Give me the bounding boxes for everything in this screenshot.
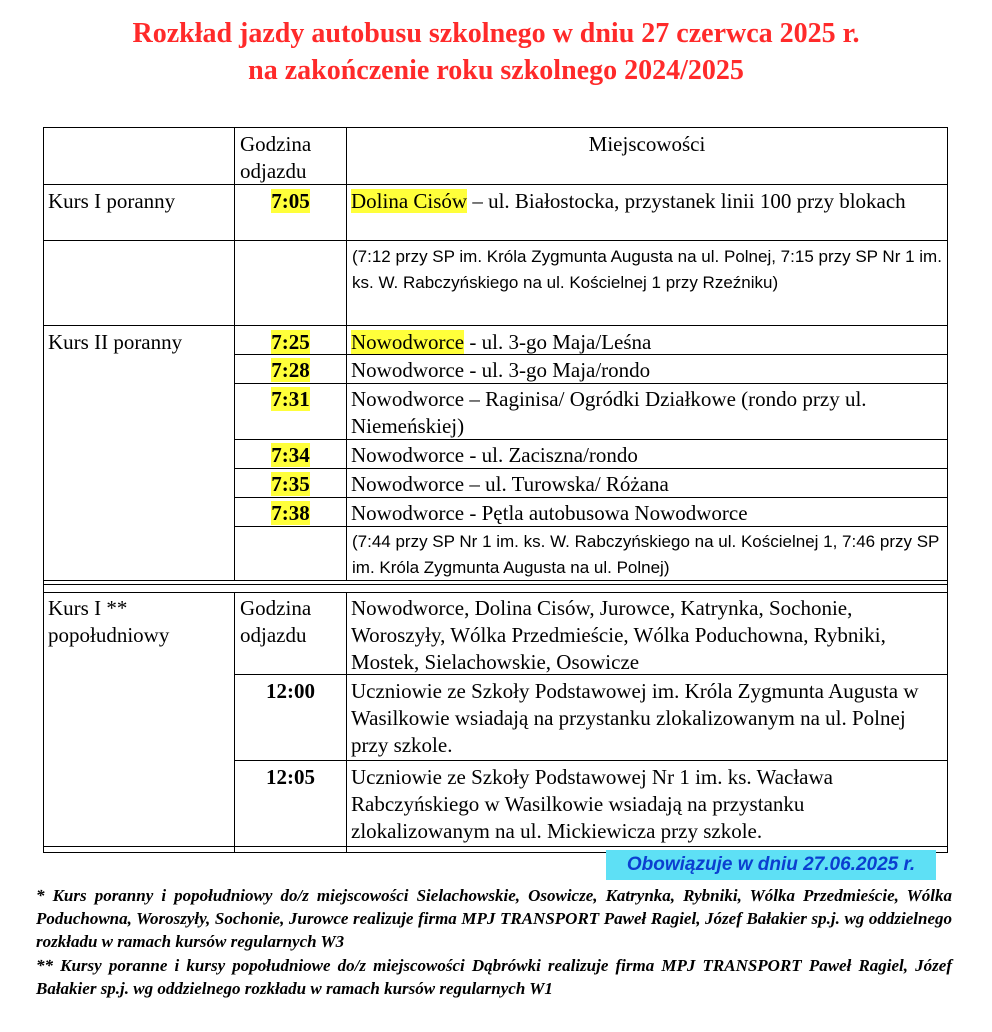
boarding-info: Uczniowie ze Szkoły Podstawowej im. Króla Zygmunta Augusta w Wasilkowie wsiadają na przystanku zlokalizowanym na ul. Polnej przy szkole. xyxy=(351,679,919,757)
stop-description xyxy=(351,188,941,215)
course-label-morning-1: Kurs I poranny xyxy=(48,189,176,213)
arrival-note: (7:44 przy SP Nr 1 im. ks. W. Rabczyńskiego na ul. Kościelnej 1, 7:46 przy SP im. Króla Zygmunta Augusta na ul. Polnej) xyxy=(352,532,940,577)
stop-description: Nowodworce - ul. 3-go Maja/rondo xyxy=(351,358,651,382)
departure-time: 12:05 xyxy=(266,765,315,789)
afternoon-time-header-line2: odjazdu xyxy=(240,623,307,647)
departure-time: 7:25 xyxy=(271,330,310,354)
header-time-line2: odjazdu xyxy=(240,159,307,183)
departure-time: 7:35 xyxy=(271,472,310,496)
validity-badge: Obowiązuje w dniu 27.06.2025 r. xyxy=(606,850,936,880)
afternoon-time-header xyxy=(240,595,345,649)
arrival-note: (7:12 przy SP im. Króla Zygmunta Augusta na ul. Polnej, 7:15 przy SP Nr 1 im. ks. W. Rabczyńskiego na ul. Kościelnej 1 przy Rzeźniku) xyxy=(352,247,942,292)
footnote-2: ** Kursy poranne i kursy popołudniowe do/z miejscowości Dąbrówki realizuje firma MPJ TRANSPORT Paweł Ragiel, Józef Bałakier sp.j. wg oddzielnego rozkładu w ramach kursów regularnych W1 xyxy=(36,956,952,998)
header-places: Miejscowości xyxy=(588,132,706,156)
departure-time: 7:34 xyxy=(271,443,310,467)
stop-text: – ul. Białostocka, przystanek linii 100 przy blokach xyxy=(467,189,906,213)
departure-time: 7:31 xyxy=(271,387,310,411)
stop-description: Nowodworce – ul. Turowska/ Różana xyxy=(351,472,669,496)
stop-highlight: Dolina Cisów xyxy=(351,189,468,213)
departure-time: 12:00 xyxy=(266,679,315,703)
course-label-afternoon-line2: popołudniowy xyxy=(48,623,170,647)
afternoon-time-header-line1: Godzina xyxy=(240,596,312,620)
stop-description xyxy=(351,329,941,356)
course-label-afternoon xyxy=(48,595,233,649)
departure-time: 7:05 xyxy=(271,189,310,213)
boarding-info: Uczniowie ze Szkoły Podstawowej Nr 1 im. ks. Wacława Rabczyńskiego w Wasilkowie wsiadają na przystanku zlokalizowanym na ul. Mickiewicza przy szkole. xyxy=(351,765,833,843)
stop-highlight: Nowodworce xyxy=(351,330,465,354)
stop-description: Nowodworce - ul. Zaciszna/rondo xyxy=(351,443,638,467)
header-time xyxy=(240,131,345,185)
departure-time: 7:28 xyxy=(271,358,310,382)
stop-description: Nowodworce - Pętla autobusowa Nowodworce xyxy=(351,501,748,525)
departure-time: 7:38 xyxy=(271,501,310,525)
header-time-line1: Godzina xyxy=(240,132,312,156)
stop-text: - ul. 3-go Maja/Leśna xyxy=(464,330,652,354)
page-title-line2: na zakończenie roku szkolnego 2024/2025 xyxy=(248,55,744,86)
footnote-1: * Kurs poranny i popołudniowy do/z miejscowości Sielachowskie, Osowicze, Katrynka, Rybniki, Wólka Przedmieście, Wólka Poduchowna, Woroszyły, Sochonie, Jurowce realizuje firma MPJ TRANSPORT Paweł Ragiel, Józef Bałakier sp.j. wg oddzielnego rozkładu w ramach kursów regularnych W3 xyxy=(36,886,952,951)
page-title-line1: Rozkład jazdy autobusu szkolnego w dniu 27 czerwca 2025 r. xyxy=(132,18,860,49)
afternoon-places: Nowodworce, Dolina Cisów, Jurowce, Katrynka, Sochonie, Woroszyły, Wólka Przedmieście, Wólka Poduchowna, Rybniki, Mostek, Sielachowskie, Osowicze xyxy=(351,596,886,674)
stop-description: Nowodworce – Raginisa/ Ogródki Działkowe (rondo przy ul. Niemeńskiej) xyxy=(351,387,867,438)
course-label-afternoon-line1: Kurs I ** xyxy=(48,596,128,620)
course-label-morning-2: Kurs II poranny xyxy=(48,330,183,354)
